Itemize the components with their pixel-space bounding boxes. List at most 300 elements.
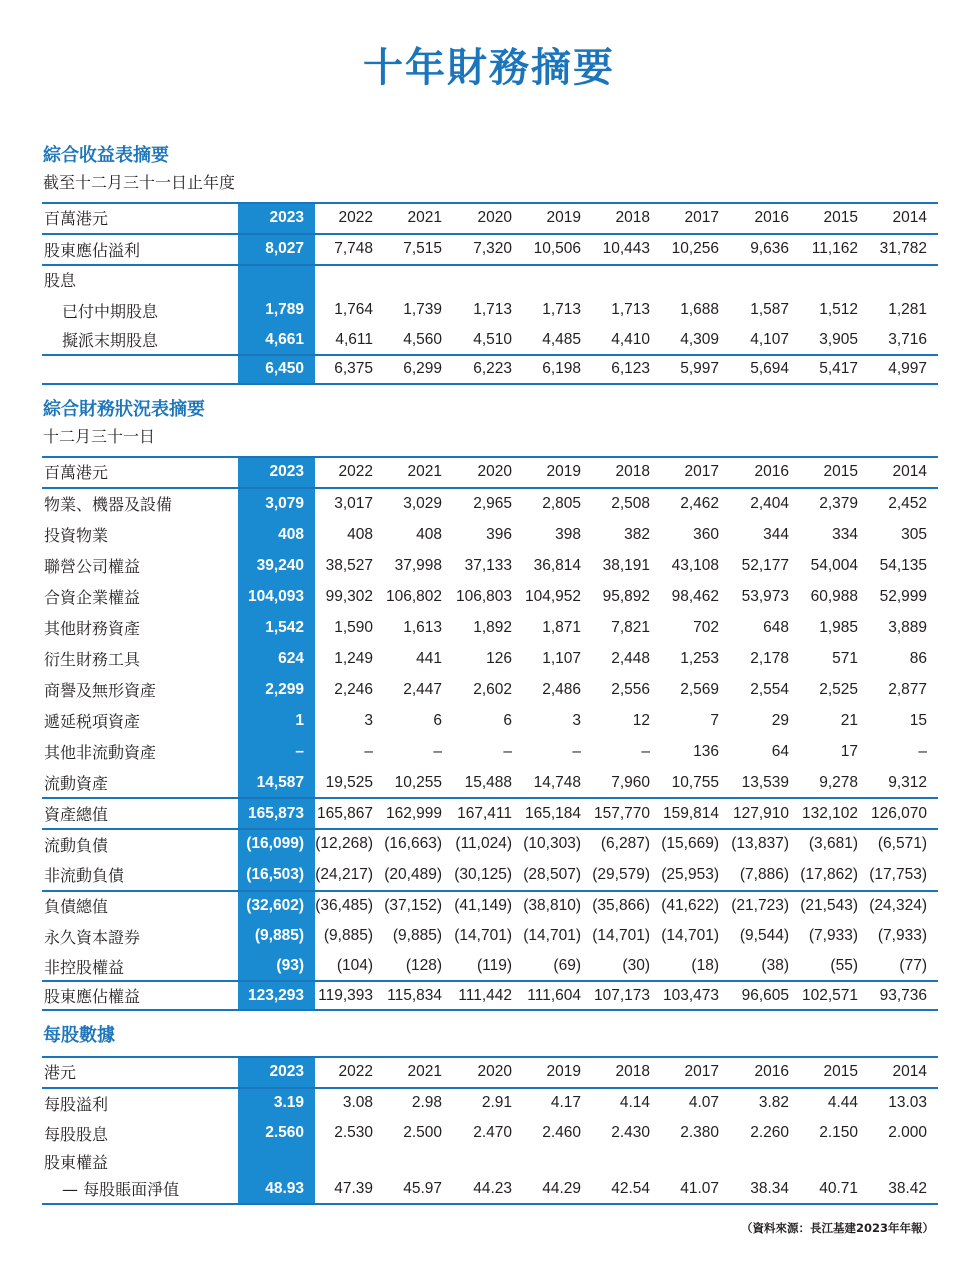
- cell-value: (14,701): [661, 927, 719, 944]
- cell-value: 3: [572, 711, 581, 729]
- cell-value: (14,701): [454, 927, 512, 944]
- cell-value: [299, 1148, 373, 1174]
- cell-value: 41.07: [680, 1179, 719, 1197]
- cell-value: 6: [503, 711, 512, 729]
- cell-value: (24,324): [869, 896, 927, 914]
- cell-value: [853, 264, 927, 295]
- row-label: 擬派末期股息: [62, 331, 159, 350]
- page-title: 十年財務摘要: [363, 45, 615, 91]
- row-label: 百萬港元: [44, 463, 109, 482]
- cell-value: 1,892: [473, 618, 512, 636]
- cell-value: (13,837): [731, 835, 789, 852]
- cell-value: (38,810): [523, 896, 581, 914]
- cell-value: (17,753): [869, 865, 927, 883]
- table-header-row: [42, 202, 938, 233]
- cell-value: 1,253: [680, 649, 719, 667]
- cell-value: 2016: [754, 208, 789, 226]
- cell-value: (41,149): [454, 896, 512, 914]
- cell-value: 2.91: [481, 1094, 512, 1111]
- cell-value: (41,622): [661, 896, 719, 914]
- row-label: 其他財務資產: [44, 619, 141, 638]
- cell-value: 2017: [684, 462, 719, 480]
- cell-highlight: 2023: [269, 208, 304, 226]
- cell-value: –: [503, 742, 512, 760]
- cell-value: (20,489): [384, 865, 442, 883]
- income-section-subtitle: 截至十二月三十一日止年度: [43, 173, 236, 192]
- table-row: [42, 829, 938, 859]
- row-label: — 每股賬面淨值: [62, 1180, 180, 1199]
- table-row: [42, 295, 938, 325]
- cell-value: 6,223: [473, 360, 512, 377]
- cell-value: 2018: [615, 462, 650, 480]
- cell-value: 31,782: [879, 240, 927, 257]
- cell-highlight: 1,789: [265, 301, 304, 318]
- table-divider: [42, 264, 938, 266]
- cell-value: 2016: [754, 1062, 789, 1080]
- cell-value: 165,867: [316, 804, 373, 822]
- cell-highlight: 39,240: [256, 556, 304, 574]
- cell-value: 159,814: [662, 804, 719, 822]
- cell-value: 14,748: [533, 773, 581, 791]
- cell-highlight: 3,079: [265, 494, 304, 512]
- cell-value: 9,636: [750, 240, 789, 257]
- cell-value: 1,764: [334, 301, 373, 318]
- cell-value: (6,571): [877, 835, 927, 852]
- table-divider: [42, 487, 938, 489]
- cell-value: 2.000: [888, 1124, 927, 1141]
- balance-table: [42, 456, 938, 1010]
- table-divider: [42, 383, 938, 385]
- cell-value: 2.460: [542, 1124, 581, 1141]
- row-label: 非流動負債: [44, 866, 125, 885]
- table-row: [42, 705, 938, 736]
- table-row: [42, 612, 938, 643]
- cell-value: 2,965: [473, 494, 512, 512]
- cell-value: 4,485: [542, 330, 581, 348]
- cell-value: (29,579): [592, 865, 650, 883]
- cell-value: 2016: [754, 462, 789, 480]
- cell-value: 360: [693, 525, 719, 543]
- cell-value: 10,506: [533, 240, 581, 257]
- table-divider: [42, 980, 938, 982]
- cell-value: 2.470: [473, 1124, 512, 1141]
- cell-value: [507, 264, 581, 295]
- cell-value: (3,681): [808, 835, 858, 852]
- table-row: [42, 519, 938, 550]
- row-label: 負債總值: [44, 897, 109, 916]
- cell-highlight: 4,661: [265, 330, 304, 348]
- row-label: 已付中期股息: [62, 301, 159, 321]
- cell-value: 648: [763, 618, 789, 636]
- cell-value: 1,713: [542, 301, 581, 318]
- cell-highlight: 8,027: [265, 240, 304, 257]
- cell-highlight: (16,503): [246, 865, 304, 883]
- cell-value: [438, 264, 512, 295]
- cell-value: 2.150: [819, 1124, 858, 1141]
- row-label: 流動資產: [44, 774, 109, 793]
- per-share-table: [42, 1056, 938, 1204]
- cell-value: 2,525: [819, 680, 858, 698]
- cell-value: –: [918, 742, 927, 760]
- cell-value: 165,184: [524, 804, 581, 822]
- table-row: [42, 264, 938, 295]
- cell-value: 2,462: [680, 494, 719, 512]
- row-label: 物業、機器及設備: [44, 495, 173, 514]
- cell-value: (17,862): [800, 865, 858, 883]
- cell-value: 3,905: [819, 330, 858, 348]
- table-divider: [42, 233, 938, 235]
- cell-value: 1,871: [542, 618, 581, 636]
- cell-value: 15: [909, 711, 927, 729]
- cell-value: 95,892: [602, 587, 650, 605]
- table-header-row: [42, 456, 938, 487]
- cell-value: 38,527: [325, 556, 373, 574]
- cell-value: (15,669): [661, 835, 719, 852]
- cell-value: 98,462: [671, 587, 719, 605]
- cell-value: 2018: [615, 208, 650, 226]
- cell-value: 1,590: [334, 618, 373, 636]
- cell-value: 4.14: [619, 1094, 650, 1111]
- cell-value: (6,287): [600, 835, 650, 852]
- row-label: 每股股息: [44, 1124, 109, 1144]
- table-row: [42, 981, 938, 1010]
- cell-highlight: 3.19: [273, 1094, 304, 1111]
- cell-value: 6: [433, 711, 442, 729]
- cell-value: 4,510: [473, 330, 512, 348]
- row-label: 非控股權益: [44, 957, 125, 977]
- cell-highlight: (93): [276, 957, 304, 974]
- cell-value: 119,393: [318, 986, 373, 1004]
- cell-value: 2,554: [750, 680, 789, 698]
- cell-highlight: 165,873: [247, 804, 304, 822]
- cell-value: 7,748: [334, 240, 373, 257]
- cell-value: 5,417: [819, 360, 858, 377]
- cell-highlight: 1,542: [265, 618, 304, 636]
- row-label: 流動負債: [44, 835, 109, 855]
- cell-value: 104,952: [524, 587, 581, 605]
- cell-value: (14,701): [523, 927, 581, 944]
- cell-value: 9,278: [819, 773, 858, 791]
- balance-section-subtitle: 十二月三十一日: [43, 427, 156, 446]
- cell-value: 127,910: [732, 804, 789, 822]
- cell-value: 93,736: [879, 986, 927, 1004]
- cell-value: (35,866): [592, 896, 650, 914]
- cell-value: 4,107: [750, 330, 789, 348]
- table-divider: [42, 1056, 938, 1058]
- cell-value: 10,443: [602, 240, 650, 257]
- cell-value: 38.34: [750, 1179, 789, 1197]
- table-divider: [42, 354, 938, 356]
- table-divider: [42, 828, 938, 830]
- cell-highlight: [230, 1148, 304, 1174]
- cell-value: (18): [691, 957, 719, 974]
- cell-value: 2.260: [750, 1124, 789, 1141]
- cell-value: 6,123: [611, 360, 650, 377]
- cell-value: 3: [364, 711, 373, 729]
- row-label: 資產總值: [44, 805, 109, 824]
- cell-value: [784, 1148, 858, 1174]
- cell-value: (9,885): [392, 927, 442, 944]
- cell-value: 1,739: [403, 301, 442, 318]
- table-row: [42, 1118, 938, 1148]
- cell-value: 2017: [684, 208, 719, 226]
- income-table: [42, 202, 938, 384]
- cell-value: [507, 1148, 581, 1174]
- table-divider: [42, 202, 938, 204]
- table-header-row: [42, 1056, 938, 1087]
- cell-value: 54,004: [810, 556, 858, 574]
- cell-value: 17: [840, 742, 858, 760]
- cell-value: [645, 1148, 719, 1174]
- cell-value: 1,587: [750, 301, 789, 318]
- table-row: [42, 354, 938, 384]
- cell-value: 37,998: [394, 556, 442, 574]
- table-row: [42, 488, 938, 519]
- cell-value: (38): [761, 957, 789, 974]
- cell-value: 10,256: [671, 240, 719, 257]
- cell-highlight: (16,099): [246, 835, 304, 852]
- cell-highlight: 14,587: [256, 773, 304, 791]
- cell-value: 382: [624, 525, 650, 543]
- cell-value: 6,198: [542, 360, 581, 377]
- cell-value: 102,571: [801, 986, 858, 1004]
- cell-highlight: 1: [295, 711, 304, 729]
- cell-value: 10,255: [394, 773, 442, 791]
- cell-value: 1,713: [473, 301, 512, 318]
- cell-value: 3,017: [334, 494, 373, 512]
- cell-value: 3.82: [758, 1094, 789, 1111]
- cell-value: 2.380: [680, 1124, 719, 1141]
- cell-value: 132,102: [801, 804, 858, 822]
- cell-value: 2.430: [611, 1124, 650, 1141]
- cell-value: 9,312: [888, 773, 927, 791]
- cell-value: 408: [347, 525, 373, 543]
- cell-value: 2,486: [542, 680, 581, 698]
- cell-value: 21: [840, 711, 858, 729]
- cell-value: 4,997: [888, 360, 927, 377]
- row-label: 每股溢利: [44, 1094, 109, 1114]
- cell-value: 441: [416, 649, 442, 667]
- cell-value: [645, 264, 719, 295]
- cell-value: (30,125): [454, 865, 512, 883]
- cell-value: 38,191: [602, 556, 650, 574]
- cell-highlight: 2023: [269, 1062, 304, 1080]
- cell-value: 2014: [892, 208, 927, 226]
- cell-value: 99,302: [325, 587, 373, 605]
- cell-value: 2021: [407, 462, 442, 480]
- cell-value: 2,877: [888, 680, 927, 698]
- cell-value: 2015: [823, 1062, 858, 1080]
- cell-value: 1,249: [334, 649, 373, 667]
- cell-value: 2.530: [334, 1124, 373, 1141]
- table-row: [42, 643, 938, 674]
- cell-highlight: 6,450: [265, 360, 304, 377]
- cell-value: 3,716: [888, 330, 927, 348]
- cell-value: 2019: [546, 1062, 581, 1080]
- cell-value: [368, 1148, 442, 1174]
- cell-value: 7: [710, 711, 719, 729]
- cell-value: 1,985: [819, 618, 858, 636]
- cell-value: 5,997: [680, 360, 719, 377]
- cell-highlight: 2,299: [265, 680, 304, 698]
- cell-value: 408: [416, 525, 442, 543]
- cell-value: 2020: [477, 462, 512, 480]
- cell-value: 4.44: [827, 1094, 858, 1111]
- table-row: [42, 550, 938, 581]
- cell-value: 40.71: [819, 1179, 858, 1197]
- cell-value: 3,889: [888, 618, 927, 636]
- cell-value: [715, 264, 789, 295]
- cell-value: 53,973: [741, 587, 789, 605]
- cell-highlight: 408: [278, 525, 304, 543]
- cell-value: (16,663): [384, 835, 442, 852]
- cell-value: 47.39: [334, 1179, 373, 1197]
- cell-value: (10,303): [523, 835, 581, 852]
- cell-value: (11,024): [455, 835, 512, 852]
- cell-value: (12,268): [315, 835, 373, 852]
- cell-value: 1,107: [542, 649, 581, 667]
- cell-value: (7,933): [808, 927, 858, 944]
- cell-highlight: –: [295, 742, 304, 760]
- row-label: 商譽及無形資產: [44, 681, 157, 700]
- cell-value: 2.98: [411, 1094, 442, 1111]
- cell-value: (28,507): [523, 865, 581, 883]
- cell-value: 1,281: [888, 301, 927, 318]
- cell-value: 2019: [546, 462, 581, 480]
- cell-value: 4.07: [688, 1094, 719, 1111]
- cell-value: 2,379: [819, 494, 858, 512]
- row-label: 聯營公司權益: [44, 557, 141, 576]
- cell-value: 2,404: [750, 494, 789, 512]
- cell-value: 12: [632, 711, 650, 729]
- cell-value: –: [364, 742, 373, 760]
- cell-value: 1,688: [680, 301, 719, 318]
- cell-highlight: 123,293: [247, 986, 304, 1004]
- cell-value: 2,805: [542, 494, 581, 512]
- cell-value: (7,933): [877, 927, 927, 944]
- table-divider: [42, 890, 938, 892]
- cell-value: 106,802: [385, 587, 442, 605]
- cell-value: 42.54: [611, 1179, 650, 1197]
- row-label: 港元: [44, 1063, 77, 1082]
- cell-value: 38.42: [888, 1179, 927, 1197]
- cell-value: (7,886): [739, 865, 789, 883]
- cell-value: 126: [486, 649, 512, 667]
- cell-value: (24,217): [315, 865, 373, 883]
- source-note: （資料來源：長江基建2023年年報）: [740, 1221, 934, 1235]
- cell-highlight: 104,093: [247, 587, 304, 605]
- cell-value: 44.29: [542, 1179, 581, 1197]
- cell-value: 52,177: [741, 556, 789, 574]
- cell-value: –: [433, 742, 442, 760]
- cell-value: 107,173: [593, 986, 650, 1004]
- cell-value: 2014: [892, 1062, 927, 1080]
- cell-value: 126,070: [870, 804, 927, 822]
- cell-value: 571: [832, 649, 858, 667]
- per-share-section-title: 每股數據: [43, 1025, 115, 1046]
- table-row: [42, 798, 938, 829]
- cell-value: 15,488: [464, 773, 512, 791]
- cell-value: 11,162: [811, 240, 858, 257]
- table-row: [42, 736, 938, 767]
- cell-value: 64: [771, 742, 789, 760]
- cell-value: [576, 264, 650, 295]
- cell-value: 4,611: [335, 330, 373, 348]
- cell-value: 4,309: [680, 330, 719, 348]
- cell-value: 6,299: [403, 360, 442, 377]
- cell-value: 13.03: [888, 1094, 927, 1111]
- cell-value: 2015: [823, 208, 858, 226]
- cell-value: 2,508: [611, 494, 650, 512]
- table-row: [42, 1088, 938, 1118]
- table-row: [42, 325, 938, 354]
- cell-value: [715, 1148, 789, 1174]
- cell-value: 4,410: [611, 330, 650, 348]
- cell-value: 1,713: [611, 301, 650, 318]
- cell-value: 2022: [338, 1062, 373, 1080]
- cell-highlight: (9,885): [254, 927, 304, 944]
- row-label: 股東權益: [44, 1152, 109, 1172]
- table-divider: [42, 1087, 938, 1089]
- cell-value: 2014: [892, 462, 927, 480]
- cell-value: 10,755: [671, 773, 719, 791]
- cell-value: 2.500: [403, 1124, 442, 1141]
- cell-value: 7,320: [473, 240, 512, 257]
- cell-value: 344: [763, 525, 789, 543]
- cell-highlight: 624: [278, 649, 304, 667]
- table-divider: [42, 1009, 938, 1011]
- cell-value: 103,473: [662, 986, 719, 1004]
- cell-highlight: 2.560: [265, 1124, 304, 1141]
- cell-value: 2,452: [888, 494, 927, 512]
- cell-value: 96,605: [741, 986, 789, 1004]
- cell-value: 115,834: [387, 986, 442, 1004]
- cell-value: 5,694: [750, 360, 789, 377]
- table-row: [42, 674, 938, 705]
- table-row: [42, 1148, 938, 1174]
- cell-value: –: [572, 742, 581, 760]
- cell-value: 2,448: [611, 649, 650, 667]
- cell-value: (25,953): [661, 865, 719, 883]
- cell-value: 86: [909, 649, 927, 667]
- cell-value: 52,999: [879, 587, 927, 605]
- table-row: [42, 1174, 938, 1203]
- cell-value: 13,539: [741, 773, 789, 791]
- cell-value: 111,442: [458, 986, 512, 1004]
- row-label: 永久資本證券: [44, 927, 141, 947]
- cell-value: (9,885): [323, 927, 373, 944]
- cell-value: –: [641, 742, 650, 760]
- cell-value: 7,960: [611, 773, 650, 791]
- table-divider: [42, 456, 938, 458]
- cell-value: (37,152): [384, 896, 442, 914]
- cell-highlight: (32,602): [246, 896, 304, 914]
- row-label: 其他非流動資產: [44, 743, 157, 762]
- cell-value: 43,108: [671, 556, 719, 574]
- cell-value: (104): [336, 957, 373, 974]
- cell-value: (14,701): [592, 927, 650, 944]
- cell-highlight: 2023: [269, 462, 304, 480]
- cell-value: 2,569: [680, 680, 719, 698]
- cell-value: 2,556: [611, 680, 650, 698]
- row-label: 股東應佔權益: [44, 987, 141, 1006]
- cell-value: 4.17: [550, 1094, 581, 1111]
- table-row: [42, 951, 938, 981]
- cell-value: 398: [555, 525, 581, 543]
- table-divider: [42, 797, 938, 799]
- cell-value: 157,770: [593, 804, 650, 822]
- cell-value: 2022: [338, 462, 373, 480]
